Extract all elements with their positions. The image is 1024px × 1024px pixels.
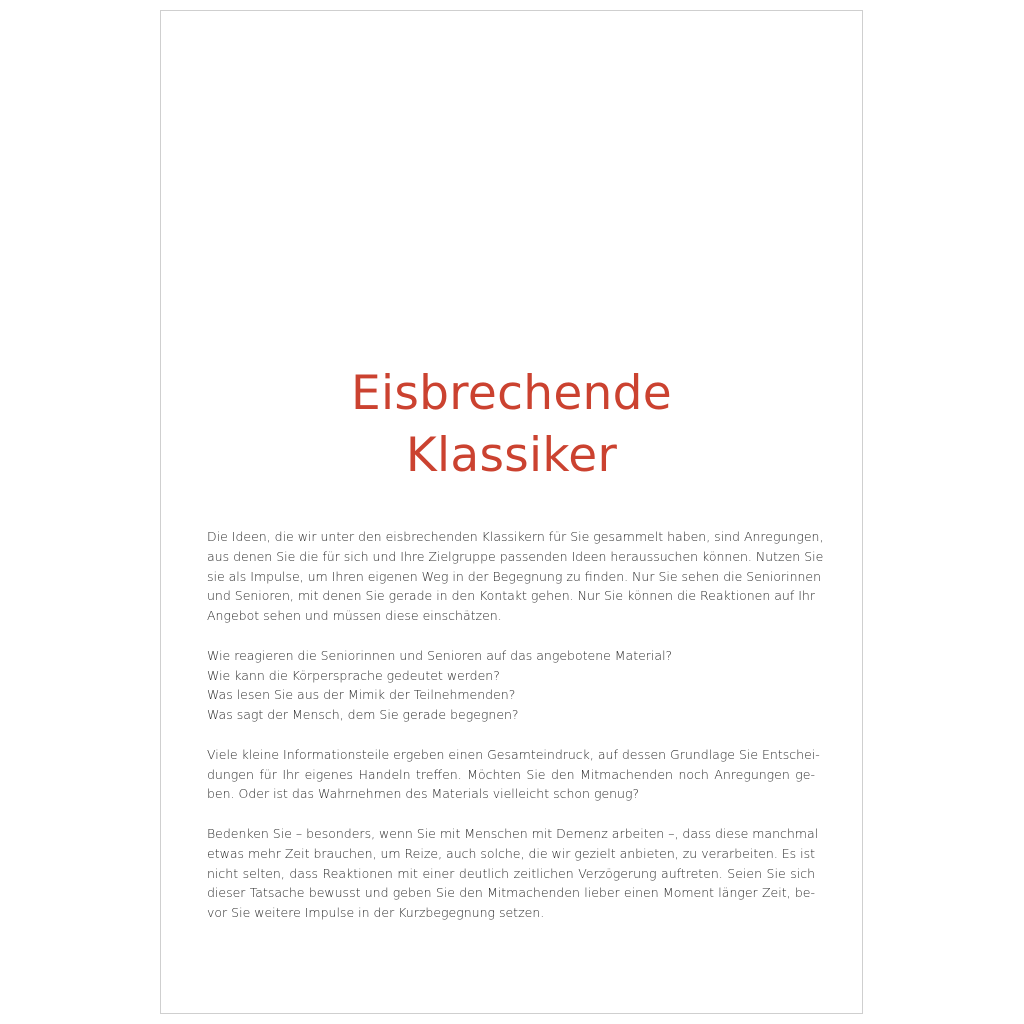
paragraph-intro xyxy=(207,527,824,626)
question-item: Was lesen Sie aus der Mimik der Teilnehmenden? xyxy=(207,687,516,703)
text-line: aus denen Sie die für sich und Ihre Zielgruppe passenden Ideen heraussuchen können. Nutzen Sie xyxy=(207,548,824,564)
text-line: vor Sie weitere Impulse in der Kurzbegegnung setzen. xyxy=(207,905,545,921)
text-line: sie als Impulse, um Ihren eigenen Weg in der Begegnung zu finden. Nur Sie sehen die Seniorinnen xyxy=(207,568,822,584)
question-item: Wie reagieren die Seniorinnen und Senioren auf das angebotene Material? xyxy=(207,647,673,663)
text-line: dungen für Ihr eigenes Handeln treffen. Möchten Sie den Mitmachenden noch Anregungen ge- xyxy=(207,766,815,782)
question-item: Wie kann die Körpersprache gedeutet werden? xyxy=(207,667,500,683)
title-line-2: Klassiker xyxy=(405,428,618,483)
text-line: Die Ideen, die wir unter den eisbrechenden Klassikern für Sie gesammelt haben, sind Anregungen, xyxy=(207,529,824,544)
question-item: Was sagt der Mensch, dem Sie gerade begegnen? xyxy=(207,707,519,723)
text-line: Angebot sehen und müssen diese einschätzen. xyxy=(207,608,502,624)
text-line: etwas mehr Zeit brauchen, um Reize, auch solche, die wir gezielt anbieten, zu verarbeiten. Es ist xyxy=(207,845,816,861)
paragraph-dementia xyxy=(207,824,819,923)
text-line: nicht selten, dass Reaktionen mit einer deutlich zeitlichen Verzögerung auftreten. Seien Sie sich xyxy=(207,865,815,881)
text-line: ben. Oder ist das Wahrnehmen des Materials vielleicht schon genug? xyxy=(207,786,640,802)
body-text xyxy=(207,527,824,943)
paragraph-information xyxy=(207,745,820,804)
document-page xyxy=(160,10,863,1014)
text-line: Bedenken Sie – besonders, wenn Sie mit Menschen mit Demenz arbeiten –, dass diese manchmal xyxy=(207,825,819,841)
text-line: dieser Tatsache bewusst und geben Sie den Mitmachenden lieber einen Moment länger Zeit, be- xyxy=(207,885,815,901)
page-title xyxy=(161,363,862,487)
question-list xyxy=(207,646,815,725)
text-line: Viele kleine Informationsteile ergeben einen Gesamteindruck, auf dessen Grundlage Sie Entschei- xyxy=(207,746,820,762)
title-line-1: Eisbrechende xyxy=(351,366,672,421)
text-line: und Senioren, mit denen Sie gerade in den Kontakt gehen. Nur Sie können die Reaktionen auf Ihr xyxy=(207,588,815,604)
